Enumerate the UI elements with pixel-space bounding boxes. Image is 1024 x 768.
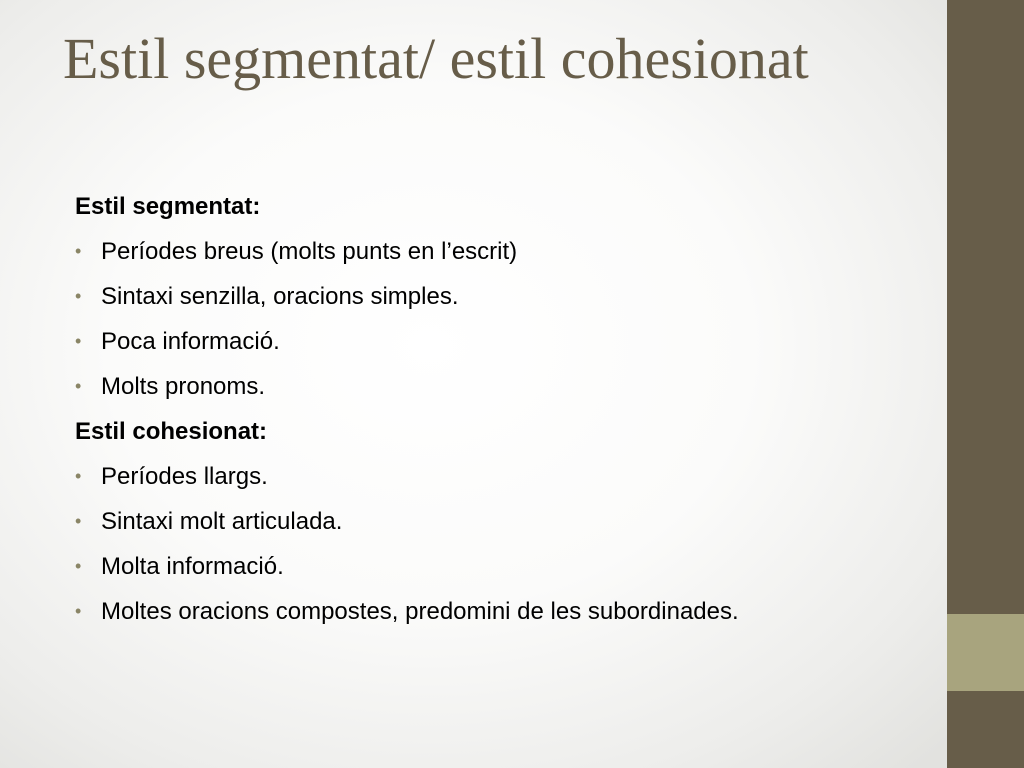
side-accent-block bbox=[947, 614, 1024, 691]
bullet-icon: • bbox=[75, 511, 82, 531]
list-item-text: Molts pronoms. bbox=[101, 373, 266, 400]
section-heading-cohesionat: Estil cohesionat: bbox=[75, 418, 268, 445]
slide-content bbox=[75, 184, 935, 634]
list-item-text: Molta informació. bbox=[101, 553, 284, 580]
list-item-text: Poca informació. bbox=[101, 328, 280, 355]
list-item-text: Sintaxi senzilla, oracions simples. bbox=[101, 283, 459, 310]
bullet-icon: • bbox=[75, 556, 82, 576]
list-item bbox=[75, 499, 935, 544]
list-item bbox=[75, 364, 935, 409]
bullet-icon: • bbox=[75, 376, 82, 396]
slide-title: Estil segmentat/ estil cohesionat bbox=[63, 26, 809, 91]
list-item-text: Períodes llargs. bbox=[101, 463, 268, 490]
bullet-icon: • bbox=[75, 241, 82, 261]
list-item bbox=[75, 544, 935, 589]
section-heading-segmentat: Estil segmentat: bbox=[75, 193, 261, 220]
list-item bbox=[75, 589, 935, 634]
bullet-icon: • bbox=[75, 601, 82, 621]
bullet-icon: • bbox=[75, 466, 82, 486]
bullet-icon: • bbox=[75, 331, 82, 351]
list-item bbox=[75, 274, 935, 319]
list-item-text: Moltes oracions compostes, predomini de les subordinades. bbox=[101, 598, 739, 625]
list-item bbox=[75, 229, 935, 274]
list-item-text: Períodes breus (molts punts en l’escrit) bbox=[101, 238, 518, 265]
list-item bbox=[75, 454, 935, 499]
bullet-icon: • bbox=[75, 286, 82, 306]
list-item bbox=[75, 319, 935, 364]
list-item-text: Sintaxi molt articulada. bbox=[101, 508, 343, 535]
